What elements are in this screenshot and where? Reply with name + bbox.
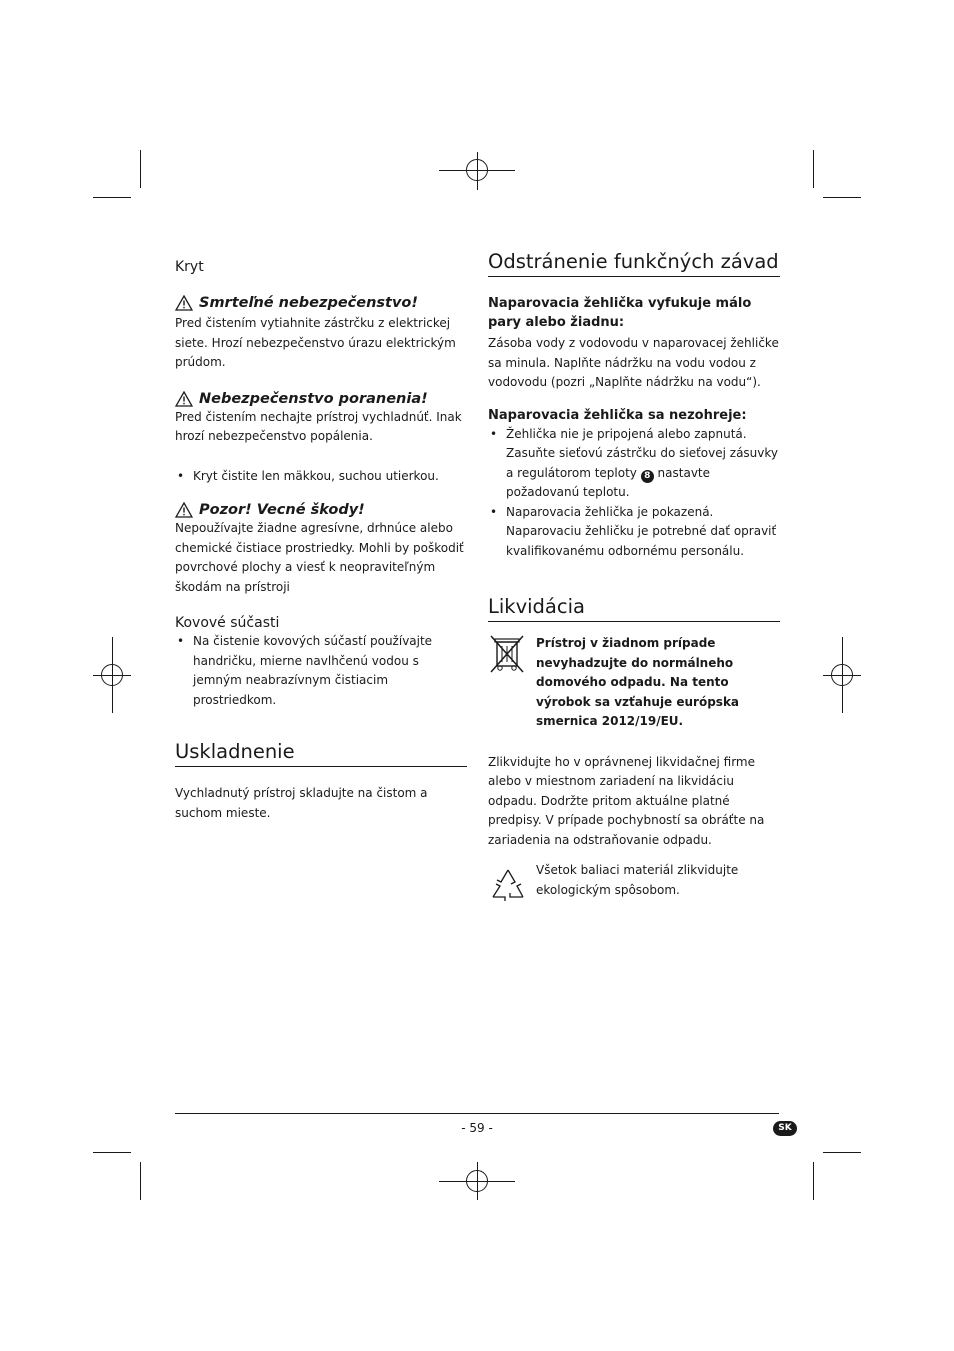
warning-title: Nebezpečenstvo poranenia! xyxy=(199,390,428,407)
warning-damage xyxy=(175,502,467,597)
number-badge: 8 xyxy=(641,470,654,483)
warning-text: Nepoužívajte žiadne agresívne, drhnúce alebo chemické čistiace prostriedky. Mohli by poškodiť povrchové plochy a viesť k neopraviteľným škodám na prístroji xyxy=(175,521,464,594)
disposal-text: Zlikvidujte ho v oprávnenej likvidačnej firme alebo v miestnom zariadení na likvidáciu odpadu. Dodržte pritom aktuálne platné predpisy. V prípade pochybností sa obráťte na zariadenia na odstraňovanie odpadu. xyxy=(488,754,765,847)
right-column xyxy=(488,250,780,905)
list-item: • Kryt čistite len mäkkou, suchou utierkou. xyxy=(175,467,467,487)
warning-text: Pred čistením nechajte prístroj vychladnúť. Inak hrozí nebezpečenstvo popálenia. xyxy=(175,409,462,443)
recycle-text: Všetok baliaci materiál zlikvidujte ekologickým spôsobom. xyxy=(536,863,739,897)
storage-heading: Uskladnenie xyxy=(175,740,467,767)
issue1-text: Zásoba vody z vodovodu v naparovacej žehličke sa minula. Naplňte nádržku na vodu vodou z vodovodu (pozri „Naplňte nádržku na vodu“). xyxy=(488,336,779,389)
kryt-list xyxy=(175,467,467,487)
issue2-title: Naparovacia žehlička sa nezohreje: xyxy=(488,407,747,423)
kryt-heading: Kryt xyxy=(175,259,204,275)
warning-text: Pred čistením vytiahnite zástrčku z elektrickej siete. Hrozí nebezpečenstvo úrazu elektrickým prúdom. xyxy=(175,316,456,369)
crossed-bin-icon xyxy=(488,634,526,674)
disposal-notice xyxy=(488,634,780,732)
warning-title: Pozor! Vecné škody! xyxy=(199,502,365,518)
warning-triangle-icon xyxy=(175,295,193,311)
warning-title: Smrteľné nebezpečenstvo! xyxy=(199,295,419,311)
trouble-heading: Odstránenie funkčných závad xyxy=(488,250,780,277)
metal-heading: Kovové súčasti xyxy=(175,615,280,631)
footer-rule xyxy=(175,1113,779,1114)
issue1-title: Naparovacia žehlička vyfukuje málo pary alebo žiadnu: xyxy=(488,296,752,330)
language-badge: SK xyxy=(773,1121,797,1136)
warning-injury xyxy=(175,391,467,447)
list-item: • Naparovacia žehlička je pokazená. Naparovaciu žehličku je potrebné dať opraviť kvalifikovanému odbornému personálu. xyxy=(488,503,780,562)
warning-triangle-icon xyxy=(175,502,193,518)
warning-electric xyxy=(175,295,467,373)
recycle-notice xyxy=(488,863,780,905)
metal-list xyxy=(175,632,467,710)
issue2-list xyxy=(488,425,780,562)
left-column xyxy=(175,255,467,823)
disposal-bold-text: Prístroj v žiadnom prípade nevyhadzujte do normálneho domového odpadu. Na tento výrobok sa vzťahuje európska smernica 2012/19/EU. xyxy=(536,636,740,728)
storage-text: Vychladnutý prístroj skladujte na čistom a suchom mieste. xyxy=(175,786,428,820)
recycle-icon xyxy=(488,867,528,905)
warning-triangle-icon xyxy=(175,391,193,407)
list-item: • Na čistenie kovových súčastí používajte handričku, mierne navlhčenú vodou s jemným neabrazívnym čistiacim prostriedkom. xyxy=(175,632,467,710)
list-item: • Žehlička nie je pripojená alebo zapnutá. Zasuňte sieťovú zástrčku do sieťovej zásuvky a regulátorom teploty 8 nastavte požadovanú teplotu. xyxy=(488,425,780,503)
page-number: - 59 - xyxy=(461,1121,493,1135)
disposal-heading: Likvidácia xyxy=(488,595,780,622)
